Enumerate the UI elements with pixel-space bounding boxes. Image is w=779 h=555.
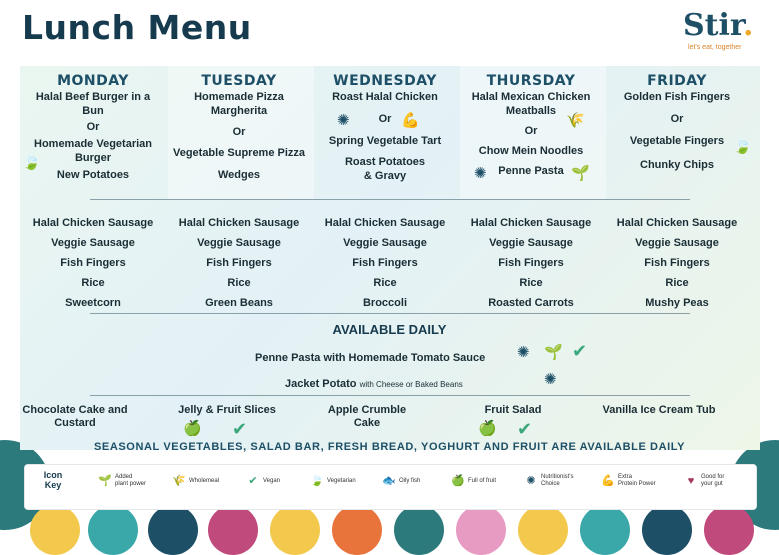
dessert-line: Apple Crumble [327,404,407,416]
or-separator: Or [670,113,684,125]
key-label: Vegetarian [327,477,356,484]
decor-circle [456,505,506,555]
key-label: Oily fish [399,477,421,484]
plant-icon: 🌱 [571,165,590,182]
key-label: Added plant power [115,474,147,487]
menu-item: Wedges [218,169,260,181]
decor-circle [88,505,138,555]
daily-potato: Jacket Potato with Cheese or Baked Beans [285,378,463,390]
decor-circle [518,505,568,555]
sides-wednesday [312,216,458,316]
dessert-line: Fruit Salad [484,404,542,416]
dessert-tuesday [154,404,300,417]
menu-item: Meatballs [505,105,557,117]
side-item: Fish Fingers [498,257,564,269]
key-item-vegan [246,474,280,488]
or-separator: Or [232,126,246,138]
key-item-oily-fish [382,474,420,488]
menu-item: Golden Fish Fingers [623,91,731,103]
side-item: Rice [81,277,105,289]
protein-icon: 💪 [401,112,420,129]
side-item: Mushy Peas [645,297,709,309]
decor-circle [332,505,382,555]
vegetarian-icon: 🍃 [733,138,752,155]
side-item: Veggie Sausage [343,237,427,249]
day-heading: FRIDAY [647,73,707,89]
key-label: Full of fruit [468,477,497,484]
menu-item: Homemade Vegetarian [34,138,152,150]
sides-friday [604,216,750,316]
plant-icon: 🌱 [544,344,563,361]
fruit-icon: 🍏 [183,420,202,437]
section-divider [90,199,690,200]
dessert-thursday [440,404,586,417]
side-item: Halal Chicken Sausage [470,217,592,229]
key-label: Good for your gut [701,474,725,487]
side-item: Roasted Carrots [488,297,574,309]
menu-item: Vegetable Fingers [629,135,725,147]
available-daily-heading: AVAILABLE DAILY [332,322,447,337]
nutritionist-icon: ✺ [337,112,350,129]
side-item: Fish Fingers [352,257,418,269]
dessert-friday [586,404,732,417]
sides-tuesday [166,216,312,316]
menu-item: Margherita [210,105,268,117]
key-item-plant [98,474,146,488]
menu-item: Bun [82,105,104,117]
wholemeal-icon: 🌾 [566,112,585,129]
section-divider [90,313,690,314]
side-item: Green Beans [205,297,273,309]
menu-item: Penne Pasta [498,165,564,177]
fruit-icon: 🍏 [478,420,497,437]
fruit-icon: 🍏 [451,475,465,487]
sides-thursday [458,216,604,316]
nutritionist-icon: ✺ [517,344,530,361]
vegan-icon: ✔ [572,341,588,361]
key-item-gut [684,474,724,488]
vegan-icon: ✔ [232,419,248,439]
key-item-fruit [451,474,496,488]
side-item: Veggie Sausage [635,237,719,249]
key-label: Vegan [263,477,281,484]
key-label: Extra Protein Power [618,474,656,487]
decor-circle [394,505,444,555]
day-column-monday [20,74,166,185]
side-item: Veggie Sausage [197,237,281,249]
dessert-monday [2,404,148,430]
decor-circle [642,505,692,555]
dessert-line: Chocolate Cake and [22,404,128,416]
section-divider [90,395,690,396]
vegetarian-icon: 🍃 [310,475,324,487]
dessert-line: Vanilla Ice Cream Tub [602,404,716,416]
decor-circle [580,505,630,555]
dessert-line: Custard [54,417,96,429]
decor-circle [30,505,80,555]
menu-item: Vegetable Supreme Pizza [172,147,306,159]
menu-item: Chow Mein Noodles [478,145,584,157]
day-column-tuesday [166,74,312,184]
menu-item: Burger [74,152,112,164]
key-item-wholemeal [172,474,219,488]
brand-tagline: let's eat, together [688,44,742,51]
menu-item: Roast Halal Chicken [332,91,438,103]
daily-pasta: Penne Pasta with Homemade Tomato Sauce [255,352,486,364]
menu-item: New Potatoes [56,169,130,181]
menu-item: Halal Mexican Chicken [471,91,591,103]
dessert-wednesday [294,404,440,430]
decor-circle [208,505,258,555]
or-separator: Or [86,121,100,133]
menu-item: Chunky Chips [640,159,714,171]
side-item: Halal Chicken Sausage [32,217,154,229]
menu-item: & Gravy [363,170,407,182]
side-item: Sweetcorn [65,297,121,309]
menu-item: Spring Vegetable Tart [328,135,442,147]
day-heading: MONDAY [57,73,129,89]
key-label: Wholemeal [189,477,220,484]
menu-item: Homemade Pizza [194,91,284,103]
wholemeal-icon: 🌾 [172,475,186,487]
side-item: Fish Fingers [60,257,126,269]
key-item-vegetarian [310,474,356,488]
decor-circle [704,505,754,555]
key-item-protein [601,474,656,488]
day-heading: WEDNESDAY [333,73,437,89]
side-item: Halal Chicken Sausage [178,217,300,229]
day-column-friday [604,74,750,174]
nutritionist-icon: ✺ [474,165,487,182]
brand-logo: Stir. [683,8,754,43]
or-separator: Or [524,125,538,137]
side-item: Rice [665,277,689,289]
menu-item: Roast Potatoes [344,156,426,168]
dessert-line: Jelly & Fruit Slices [178,404,276,416]
vegetarian-icon: 🍃 [22,154,41,171]
day-heading: THURSDAY [486,73,576,89]
key-label: Nutritionist's Choice [541,474,574,487]
or-separator: Or [378,113,392,125]
decor-circle [148,505,198,555]
side-item: Rice [519,277,543,289]
side-item: Halal Chicken Sausage [616,217,738,229]
plant-icon: 🌱 [98,475,112,487]
dessert-line: Cake [353,417,381,429]
side-item: Veggie Sausage [489,237,573,249]
protein-icon: 💪 [601,475,615,487]
nutritionist-icon: ✺ [544,371,557,388]
gut-icon: ♥ [687,475,695,487]
icon-key-title: Icon Key [43,470,63,490]
sides-monday [20,216,166,316]
day-column-wednesday [312,74,458,183]
nutritionist-icon: ✺ [526,475,536,487]
side-item: Veggie Sausage [51,237,135,249]
side-item: Fish Fingers [644,257,710,269]
side-item: Rice [227,277,251,289]
decor-circle [270,505,320,555]
side-item: Halal Chicken Sausage [324,217,446,229]
vegan-icon: ✔ [248,475,258,487]
menu-item: Halal Beef Burger in a [35,91,151,103]
vegan-icon: ✔ [517,419,533,439]
side-item: Fish Fingers [206,257,272,269]
oily-fish-icon: 🐟 [382,475,396,487]
side-item: Broccoli [362,297,407,309]
day-heading: TUESDAY [201,73,277,89]
page-title: Lunch Menu [22,8,252,47]
side-item: Rice [373,277,397,289]
key-item-nutritionist [524,474,574,488]
seasonal-banner: SEASONAL VEGETABLES, SALAD BAR, FRESH BREAD, YOGHURT AND FRUIT ARE AVAILABLE DAILY [93,441,686,453]
